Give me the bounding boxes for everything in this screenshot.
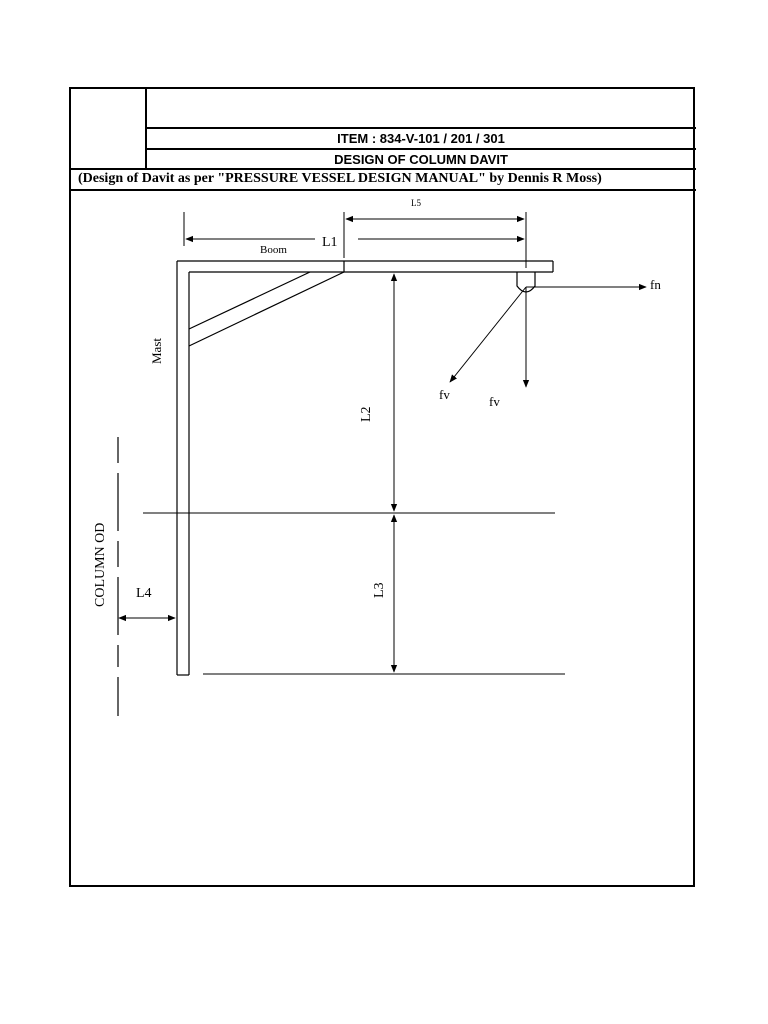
l3-label: L3 (372, 582, 387, 598)
fn-label: fn (650, 277, 661, 292)
brace (189, 272, 344, 346)
reference-note: (Design of Davit as per "PRESSURE VESSEL DESIGN MANUAL" by Dennis R Moss) (78, 171, 602, 186)
design-title: DESIGN OF COLUMN DAVIT (334, 151, 508, 167)
fv-inclined-label: fv (439, 387, 450, 402)
column-od-label: COLUMN OD (93, 522, 108, 607)
fv-inclined-arrow (450, 287, 526, 382)
boom (177, 261, 553, 272)
l4-label: L4 (136, 586, 152, 601)
mast-label: Mast (149, 338, 164, 364)
mast (177, 261, 189, 675)
l2-label: L2 (359, 406, 374, 422)
fv-vertical-label: fv (489, 394, 500, 409)
l5-label: L5 (411, 198, 421, 208)
item-title: ITEM : 834-V-101 / 201 / 301 (337, 131, 505, 146)
boom-label: Boom (260, 244, 287, 256)
l1-label: L1 (322, 235, 338, 250)
